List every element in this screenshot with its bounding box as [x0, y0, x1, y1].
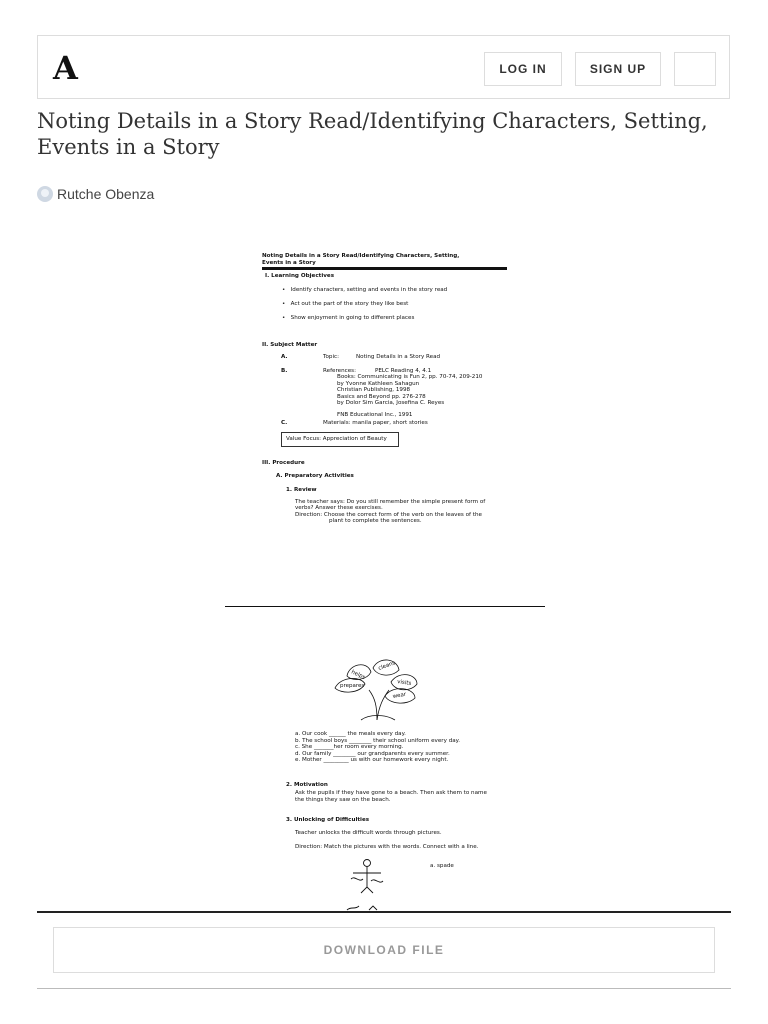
reference-line: PELC Reading 4, 4.1 — [375, 368, 432, 374]
leaf-word: prepares — [340, 683, 365, 689]
exercise-sentence: a. Our cook ______ the meals every day. — [295, 731, 406, 737]
top-navigation-bar — [37, 35, 730, 99]
topic-label: Topic: — [323, 354, 339, 360]
item-a-label: A. — [281, 354, 288, 360]
item-b-label: B. — [281, 368, 288, 374]
reference-line: by Dolor Sim Garcia, Josefina C. Reyes — [337, 400, 445, 406]
doc-heading-line1: Noting Details in a Story Read/Identifying Characters, Setting, — [262, 253, 460, 259]
exercise-sentence: c. She _______her room every morning. — [295, 744, 404, 750]
unlocking-text: Teacher unlocks the difficult words through pictures. — [295, 830, 442, 836]
plant-illustration — [331, 654, 427, 722]
reference-line: Books: Communicating is Fun 2, pp. 70-74, 209-210 — [337, 374, 483, 380]
section-subject-matter: II. Subject Matter — [262, 342, 318, 348]
page-break-line — [225, 606, 545, 607]
reference-line: Basics and Beyond pp. 276-278 — [337, 393, 426, 400]
site-logo[interactable]: A — [53, 49, 78, 87]
exercise-sentence: d. Our family ________ our grandparents every summer. — [295, 750, 450, 757]
motivation-text: the things they saw on the beach. — [295, 796, 391, 803]
author-name[interactable]: Rutche Obenza — [57, 186, 155, 202]
match-word: a. spade — [430, 863, 454, 869]
motivation-text: Ask the pupils if they have gone to a beach. Then ask them to name — [295, 790, 487, 796]
review-heading: 1. Review — [286, 487, 317, 493]
leaf-word: helps — [350, 669, 367, 682]
section-learning-objectives: I. Learning Objectives — [265, 273, 335, 279]
item-c-label: C. — [281, 419, 288, 426]
signup-button[interactable]: SIGN UP — [575, 52, 661, 86]
login-button[interactable]: LOG IN — [484, 52, 562, 86]
objective-item: • Show enjoyment in going to different places — [282, 314, 415, 321]
leaf-word: cleans — [377, 660, 397, 672]
motivation-heading: 2. Motivation — [286, 782, 328, 788]
unlocking-text: Direction: Match the pictures with the words. Connect with a line. — [295, 843, 479, 850]
footer-divider — [37, 988, 731, 989]
preview-bottom-divider — [37, 911, 731, 913]
matching-picture — [347, 857, 387, 895]
page-title: Noting Details in a Story Read/Identifying Characters, Setting, Events in a Story — [37, 109, 708, 159]
value-focus-box — [281, 432, 399, 447]
picture-fragment — [347, 906, 377, 910]
objective-item: • Identify characters, setting and events in the story read — [282, 287, 448, 293]
review-text: Direction: Choose the correct form of the verb on the leaves of the — [295, 511, 482, 518]
picture-body — [353, 867, 381, 893]
exercise-sentence: b. The school boys ________ their school uniform every day. — [295, 737, 460, 744]
leaf-word: visits — [396, 679, 412, 687]
references-label: References: — [323, 368, 356, 374]
review-text: plant to complete the sentences. — [329, 518, 422, 524]
picture-head — [364, 860, 371, 867]
unlocking-heading: 3. Unlocking of Difficulties — [286, 817, 370, 823]
menu-icon[interactable] — [674, 52, 716, 86]
user-avatar-icon — [37, 186, 53, 202]
reference-line: by Yvonne Kathleen Sahagun — [337, 380, 420, 387]
author-info[interactable] — [37, 184, 154, 204]
reference-line: Christian Publishing, 1998 — [337, 387, 411, 393]
download-file-button[interactable]: DOWNLOAD FILE — [53, 927, 715, 973]
heading-underline — [262, 267, 507, 270]
document-preview — [225, 240, 545, 912]
value-focus-text: Value Focus: Appreciation of Beauty — [286, 436, 387, 442]
leaf-word: wear — [392, 691, 407, 700]
section-procedure: III. Procedure — [262, 460, 305, 466]
reference-line: FNB Educational Inc., 1991 — [337, 412, 413, 418]
exercise-sentence: e. Mother _________ us with our homework every night. — [295, 757, 449, 763]
doc-heading-line2: Events in a Story — [262, 259, 316, 266]
objective-item: • Act out the part of the story they like best — [282, 301, 409, 307]
topic-value: Noting Details in a Story Read — [356, 354, 441, 360]
preparatory-activities: A. Preparatory Activities — [276, 473, 354, 479]
materials-line: Materials: manila paper, short stories — [323, 419, 428, 426]
review-text: verbs? Answer these exercises. — [295, 505, 383, 511]
review-text: The teacher says: Do you still remember the simple present form of — [295, 499, 486, 505]
